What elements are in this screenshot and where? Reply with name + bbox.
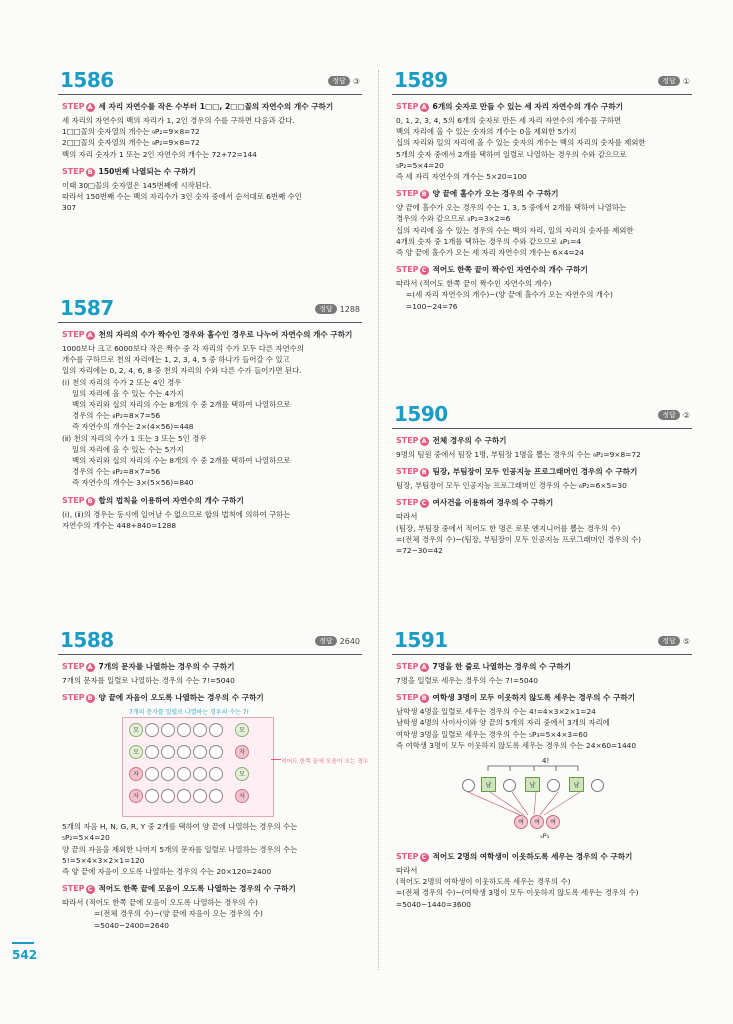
text-line: =72−30=42: [396, 546, 443, 556]
page-number-bar: [12, 942, 34, 944]
girl-circle: 여: [514, 815, 528, 829]
text-line: 경우의 수는 ₈P₂=8×7=56: [72, 411, 161, 421]
blank-seat: [462, 779, 475, 792]
step-letter: B: [86, 168, 95, 177]
figure-row: [129, 767, 249, 781]
answer-badge: 정답: [658, 636, 680, 646]
step-label: STEP: [396, 662, 419, 671]
answer-badge: 정답: [328, 76, 350, 86]
blank-seat: [591, 779, 604, 792]
text-line: 여학생 3명을 일렬로 세우는 경우의 수는 ₅P₃=5×4×3=60: [396, 729, 588, 739]
step-label: STEP: [396, 498, 419, 508]
blank-circle: [193, 789, 207, 803]
text-line: 즉 세 자리 자연수의 개수는 5×20=100: [396, 172, 527, 182]
answer-badge: 정답: [658, 410, 680, 420]
text-line: 2□□꼴의 숫자열의 개수는 ₉P₂=9×8=72: [62, 138, 200, 148]
vowel-circle: 모: [129, 745, 143, 759]
answer-badge: 정답: [315, 304, 337, 314]
blank-circle: [177, 745, 191, 759]
step-title: 7명을 한 줄로 나열하는 경우의 수 구하기: [432, 662, 572, 671]
text-line: (적어도 2명의 여학생이 이웃하도록 세우는 경우의 수): [396, 877, 571, 887]
blank-circle: [161, 723, 175, 737]
answer-value: ③: [352, 76, 360, 86]
step-title: 적어도 2명의 여학생이 이웃하도록 세우는 경우의 수 구하기: [432, 852, 633, 862]
text-line: 따라서 (적어도 한쪽 끝에 모음이 오도록 나열하는 경우의 수): [62, 898, 258, 908]
blank-circle: [193, 767, 207, 781]
step-label: STEP: [62, 693, 85, 703]
step-label: STEP: [62, 166, 85, 176]
blank-circle: [177, 723, 191, 737]
problem-1589: [392, 70, 692, 312]
step-title: 양 끝에 자음이 오도록 나열하는 경우의 수 구하기: [98, 693, 264, 703]
step-letter: C: [420, 266, 429, 275]
blank-circle: [161, 745, 175, 759]
blank-circle: [177, 789, 191, 803]
blank-circle: [209, 723, 223, 737]
text-line: ₅P₂=5×4=20: [62, 833, 110, 843]
step-title: 전체 경우의 수 구하기: [432, 436, 507, 445]
text-line: 팀장, 부팀장이 모두 인공지능 프로그래머인 경우의 수는 ₆P₂=6×5=30: [396, 481, 627, 491]
step-letter: C: [420, 499, 429, 508]
vowel-circle: 모: [235, 723, 249, 737]
permutation-label: ₅P₃: [540, 832, 550, 841]
step-letter: B: [420, 190, 429, 199]
page-number: 542: [12, 948, 38, 962]
step-letter: B: [420, 694, 429, 703]
text-line: 5개의 자음 H, N, G, R, Y 중 2개를 택하여 양 끝에 나열하는 경우의 수는: [62, 822, 298, 832]
text-line: 9명의 팀원 중에서 팀장 1명, 부팀장 1명을 뽑는 경우의 수는 ₉P₂=9×8=72: [396, 450, 641, 459]
text-line: 일의 자리에 올 수 있는 수는 5가지: [72, 444, 184, 454]
step-letter: B: [420, 468, 429, 477]
text-line: 백의 자리 숫자가 1 또는 2인 자연수의 개수는 72+72=144: [62, 149, 257, 159]
blank-circle: [177, 767, 191, 781]
consonant-circle: 자: [235, 745, 249, 759]
text-line: =(전체 경우의 수)−(여학생 3명이 모두 이웃하지 않도록 세우는 경우의 수): [396, 888, 639, 898]
step-label: STEP: [62, 495, 85, 505]
text-line: 일의 자리에는 0, 2, 4, 6, 8 중 천의 자리의 수와 다른 수가 들어가면 된다.: [62, 366, 302, 376]
step-label: STEP: [62, 884, 85, 894]
text-line: 이때 30□꼴의 숫자열은 145번째에 시작된다.: [62, 180, 212, 190]
text-line: =(세 자리 자연수의 개수)−(양 끝에 홀수가 오는 자연수의 개수): [406, 290, 613, 300]
step-title: 팀장, 부팀장이 모두 인공지능 프로그래머인 경우의 수 구하기: [432, 467, 638, 477]
text-line: 세 자리의 자연수의 백의 자리가 1, 2인 경우의 수를 구하면 다음과 같다.: [62, 116, 295, 125]
problem-number: 1586: [60, 68, 114, 92]
blank-circle: [193, 723, 207, 737]
text-line: 남학생 4명의 사이사이와 양 끝의 5개의 자리 중에서 3개의 자리에: [396, 718, 610, 728]
text-line: 따라서 150번째 수는 백의 자리수가 3인 숫자 중에서 순서대로 6번째 수인: [62, 192, 302, 202]
text-line: 양 끝에 홀수가 오는 경우의 수는 1, 3, 5 중에서 2개를 택하여 나열하는: [396, 203, 627, 213]
answer: [315, 304, 360, 314]
answer-value: 1288: [339, 304, 360, 314]
blank-circle: [209, 745, 223, 759]
step-label: STEP: [396, 852, 419, 862]
problem-1587: [58, 298, 362, 531]
answer: [328, 76, 360, 86]
text-line: =100−24=76: [406, 301, 458, 311]
problem-1591: [392, 630, 692, 910]
text-line: ₅P₂=5×4=20: [396, 160, 444, 170]
problem-number: 1589: [394, 68, 448, 92]
text-line: 5!=5×4×3×2×1=120: [62, 855, 145, 865]
step-letter: A: [87, 663, 93, 671]
step-label: STEP: [396, 102, 419, 111]
text-line: =(전체 경우의 수)−(팀장, 부팀장이 모두 인공지능 프로그래머인 경우의 수): [396, 534, 641, 544]
step-title: 적어도 한쪽 끝이 짝수인 자연수의 개수 구하기: [432, 265, 588, 275]
text-line: 4개의 숫자 중 1개를 택하는 경우의 수와 같으므로 ₄P₁=4: [396, 236, 582, 246]
boy-box: 남: [481, 777, 496, 792]
step-letter: B: [86, 694, 95, 703]
step-title: 여학생 3명이 모두 이웃하지 않도록 세우는 경우의 수 구하기: [432, 693, 636, 703]
step-label: STEP: [396, 436, 419, 445]
step-label: STEP: [396, 189, 419, 199]
girl-circle: 여: [530, 815, 544, 829]
blank-seat: [547, 779, 560, 792]
text-line: (ⅰ) 천의 자리의 수가 2 또는 4인 경우: [62, 377, 182, 387]
figure-row: [129, 723, 249, 737]
text-line: 백의 자리에 올 수 있는 숫자의 개수는 0을 제외한 5가지: [396, 127, 577, 137]
text-line: (ⅰ), (ⅱ)의 경우는 동시에 일어날 수 없으므로 합의 법칙에 의하여 구하는: [62, 509, 291, 519]
step-title: 적어도 한쪽 끝에 모음이 오도록 나열하는 경우의 수 구하기: [98, 884, 296, 894]
text-line: 십의 자리와 일의 자리에 올 수 있는 숫자의 개수는 백의 자리의 숫자를 제외한: [396, 138, 646, 148]
text-line: 즉 자연수의 개수는 2×(4×56)=448: [72, 422, 194, 432]
step-letter: A: [87, 103, 93, 111]
step-label: STEP: [396, 467, 419, 477]
text-line: 개수를 구하므로 천의 자리에는 1, 2, 3, 4, 5 중 하나가 들어갈 수 있고: [62, 355, 290, 365]
step-letter: C: [86, 885, 95, 894]
arrangement-figure: [122, 709, 369, 817]
text-line: 자연수의 개수는 448+840=1288: [62, 520, 177, 530]
text-line: 0, 1, 2, 3, 4, 5의 6개의 숫자로 만든 세 자리 자연수의 개수를 구하면: [396, 116, 622, 125]
step-title: 양 끝에 홀수가 오는 경우의 수 구하기: [432, 189, 559, 199]
text-line: 1□□꼴의 숫자열의 개수는 ₉P₂=9×8=72: [62, 127, 200, 137]
answer: [315, 636, 360, 646]
text-line: 따라서 (적어도 한쪽 끝이 짝수인 자연수의 개수): [396, 279, 552, 289]
problem-number: 1590: [394, 402, 448, 426]
answer-badge: 정답: [315, 636, 337, 646]
vowel-circle: 모: [235, 767, 249, 781]
text-line: =(전체 경우의 수)−(양 끝에 자음이 오는 경우의 수): [94, 909, 263, 919]
blank-circle: [161, 767, 175, 781]
text-line: 남학생 4명을 일렬로 세우는 경우의 수는 4!=4×3×2×1=24: [396, 707, 596, 717]
step-label: STEP: [62, 102, 85, 111]
consonant-circle: 자: [235, 789, 249, 803]
figure-note: 적어도 한쪽 끝에 모음이 오는 경우: [281, 759, 369, 766]
problem-number: 1588: [60, 628, 114, 652]
step-title: 여사건을 이용하여 경우의 수 구하기: [432, 498, 554, 508]
problem-1588: [58, 628, 369, 931]
step-label: STEP: [396, 693, 419, 703]
figure-row: [129, 745, 249, 759]
text-line: 1000보다 크고 6000보다 작은 짝수 중 각 자리의 수가 모두 다른 자연수의: [62, 344, 304, 353]
text-line: 백의 자리와 십의 자리의 수는 8개의 수 중 2개를 택하여 나열하므로: [72, 400, 291, 410]
blank-circle: [193, 745, 207, 759]
step-letter: B: [86, 497, 95, 506]
text-line: 따라서: [396, 866, 418, 876]
note-arrow: [271, 759, 281, 760]
step-title: 7개의 문자를 나열하는 경우의 수 구하기: [98, 662, 235, 671]
step-title: 세 자리 자연수를 작은 수부터 1□□, 2□□꼴의 자연수의 개수 구하기: [98, 102, 334, 111]
answer-value: ⑤: [682, 636, 690, 646]
blank-circle: [145, 767, 159, 781]
text-line: 따라서: [396, 512, 418, 522]
answer-value: ①: [682, 76, 690, 86]
text-line: 307: [62, 203, 77, 213]
text-line: 즉 양 끝에 자음이 오도록 나열하는 경우의 수는 20×120=2400: [62, 867, 272, 877]
step-title: 6개의 숫자로 만들 수 있는 세 자리 자연수의 개수 구하기: [432, 102, 624, 111]
blank-circle: [145, 745, 159, 759]
step-letter: C: [420, 853, 429, 862]
text-line: 5개의 숫자 중에서 2개를 택하여 일렬로 나열하는 경우의 수와 같으므로: [396, 149, 627, 159]
problem-1590: [392, 404, 692, 556]
text-line: 즉 양 끝에 홀수가 오는 세 자리 자연수의 개수는 6×4=24: [396, 248, 584, 258]
step-title: 천의 자리의 수가 짝수인 경우와 홀수인 경우로 나누어 자연수의 개수 구하기: [98, 330, 353, 339]
answer-value: 2640: [339, 636, 360, 646]
boy-box: 남: [569, 777, 584, 792]
step-letter: A: [421, 437, 427, 445]
step-label: STEP: [62, 662, 85, 671]
answer: [658, 636, 690, 646]
blank-circle: [209, 789, 223, 803]
vowel-circle: 모: [129, 723, 143, 737]
blank-seat: [503, 779, 516, 792]
answer-badge: 정답: [658, 76, 680, 86]
problem-number: 1591: [394, 628, 448, 652]
factorial-label: 4!: [542, 757, 550, 766]
answer: [658, 76, 690, 86]
text-line: (팀장, 부팀장 중에서 적어도 한 명은 로봇 엔지니어를 뽑는 경우의 수): [396, 523, 621, 533]
blank-circle: [209, 767, 223, 781]
consonant-circle: 자: [129, 789, 143, 803]
girl-circle: 여: [546, 815, 560, 829]
text-line: (ⅱ) 천의 자리의 수가 1 또는 3 또는 5인 경우: [62, 433, 207, 443]
text-line: 백의 자리와 십의 자리의 수는 8개의 수 중 2개를 택하여 나열하므로: [72, 456, 291, 466]
step-letter: A: [421, 663, 427, 671]
text-line: 경우의 수는 ₈P₂=8×7=56: [72, 467, 161, 477]
column-divider: [378, 70, 379, 970]
text-line: 경우의 수와 같으므로 ₃P₂=3×2=6: [396, 214, 511, 224]
step-title: 합의 법칙을 이용하여 자연수의 개수 구하기: [98, 495, 244, 505]
consonant-circle: 자: [129, 767, 143, 781]
text-line: 7개의 문자를 일렬로 나열하는 경우의 수는 7!=5040: [62, 676, 235, 685]
answer: [658, 410, 690, 420]
text-line: 즉 여학생 3명이 모두 이웃하지 않도록 세우는 경우의 수는 24×60=1440: [396, 740, 637, 750]
step-title: 150번째 나열되는 수 구하기: [98, 166, 196, 176]
figure-row: [129, 789, 249, 803]
text-line: =5040−1440=3600: [396, 899, 472, 909]
step-label: STEP: [62, 330, 85, 339]
problem-1586: [58, 70, 362, 213]
text-line: 일의 자리에 올 수 있는 수는 4가지: [72, 388, 184, 398]
blank-circle: [145, 723, 159, 737]
blank-circle: [145, 789, 159, 803]
figure-caption: 7개의 문자를 일렬로 나열하는 경우의 수는 7!: [129, 709, 250, 717]
problem-number: 1587: [60, 296, 114, 320]
answer-value: ②: [682, 410, 690, 420]
text-line: 양 끝의 자음을 제외한 나머지 5개의 문자를 일렬로 나열하는 경우의 수는: [62, 844, 298, 854]
text-line: 7명을 일렬로 세우는 경우의 수는 7!=5040: [396, 676, 538, 685]
seating-figure: [462, 757, 632, 845]
step-letter: A: [87, 331, 93, 339]
boy-box: 남: [525, 777, 540, 792]
step-letter: A: [421, 103, 427, 111]
text-line: 십의 자리에 올 수 있는 경우의 수는 백의 자리, 일의 자리의 숫자를 제외한: [396, 225, 634, 235]
step-label: STEP: [396, 265, 419, 275]
blank-circle: [161, 789, 175, 803]
text-line: =5040−2400=2640: [94, 920, 170, 930]
text-line: 즉 자연수의 개수는 3×(5×56)=840: [72, 478, 194, 488]
